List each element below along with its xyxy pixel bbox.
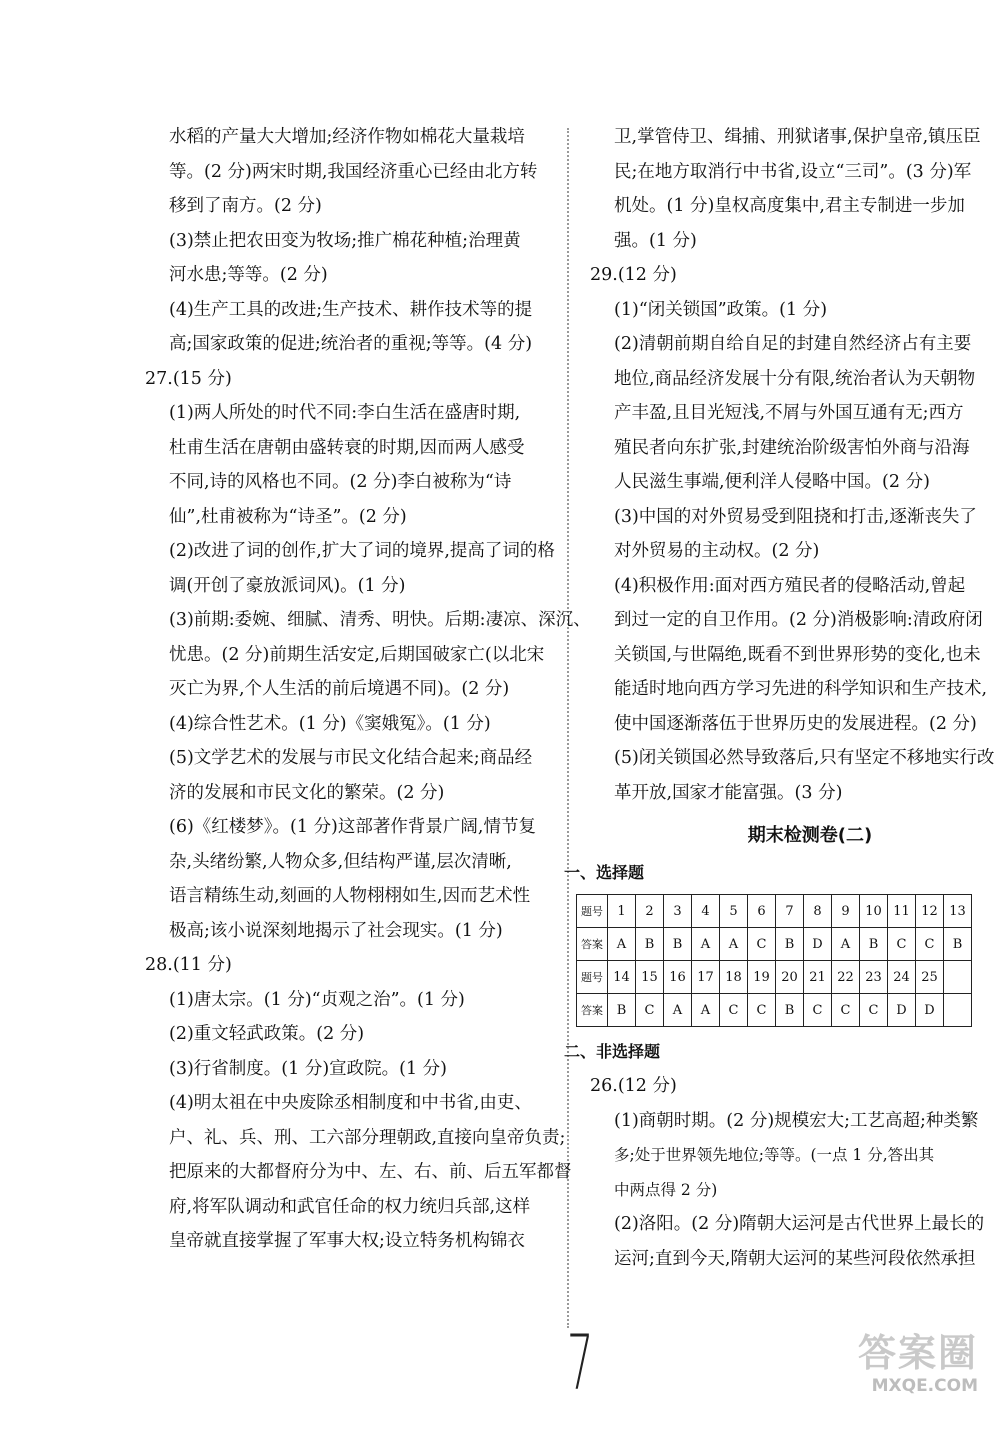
text-line: 地位,商品经济发展十分有限,统治者认为天朝物 — [614, 368, 976, 389]
answer-table-cell: C — [804, 994, 832, 1027]
text-line: (3)禁止把农田变为牧场;推广棉花种植;治理黄 — [169, 230, 521, 251]
text-line: 运河;直到今天,隋朝大运河的某些河段依然承担 — [614, 1248, 976, 1269]
text-line: (4)积极作用:面对西方殖民者的侵略活动,曾起 — [614, 575, 966, 596]
text-line: 河水患;等等。(2 分) — [169, 265, 328, 285]
answer-table-cell: C — [748, 994, 776, 1027]
text-line: (2)改进了词的创作,扩大了词的境界,提高了词的格 — [169, 541, 555, 561]
answer-table-cell: 20 — [776, 961, 804, 994]
answer-table-cell: C — [860, 994, 888, 1027]
text-line: (3)行省制度。(1 分)宣政院。(1 分) — [169, 1058, 447, 1079]
text-line: 多;处于世界领先地位;等等。(一点 1 分,答出其 — [614, 1146, 935, 1164]
text-line: 水稻的产量大大增加;经济作物如棉花大量栽培 — [169, 127, 525, 147]
answer-table-cell: 15 — [636, 961, 664, 994]
answer-table-cell: B — [944, 928, 972, 961]
answer-table — [576, 894, 972, 1027]
answer-table-cell: 2 — [636, 895, 664, 928]
text-line: 济的发展和市民文化的繁荣。(2 分) — [169, 782, 445, 803]
answer-table-cell: C — [720, 994, 748, 1027]
answer-table-cell: 14 — [608, 961, 636, 994]
text-line: 移到了南方。(2 分) — [169, 196, 322, 216]
text-line: 等。(2 分)两宋时期,我国经济重心已经由北方转 — [169, 161, 538, 182]
text-line: (5)文学艺术的发展与市民文化结合起来;商品经 — [169, 748, 533, 768]
answer-table-row-label: 答案 — [577, 994, 608, 1027]
text-line: 对外贸易的主动权。(2 分) — [614, 541, 820, 561]
answer-table-cell: 25 — [916, 961, 944, 994]
text-line: 户、礼、兵、刑、工六部分理朝政,直接向皇帝负责; — [169, 1127, 566, 1148]
text-line: 27.(15 分) — [145, 368, 232, 389]
answer-table-cell: 16 — [664, 961, 692, 994]
answer-table-row — [577, 928, 972, 961]
left-column — [145, 120, 591, 1259]
answer-table-cell: 19 — [748, 961, 776, 994]
text-line: 关锁国,与世隔绝,既看不到世界形势的变化,也未 — [614, 644, 981, 665]
answer-table-cell: 24 — [888, 961, 916, 994]
page-number: 7 — [566, 1318, 594, 1407]
text-line: 杂,头绪纷繁,人物众多,但结构严谨,层次清晰, — [169, 851, 512, 872]
answer-table-cell: 10 — [860, 895, 888, 928]
text-line: 产丰盈,且目光短浅,不屑与外国互通有无;西方 — [614, 403, 964, 423]
text-line: 杜甫生活在唐朝由盛转衰的时期,因而两人感受 — [169, 437, 525, 458]
text-line: 机处。(1 分)皇权高度集中,君主专制进一步加 — [614, 196, 965, 216]
answer-table-cell: 7 — [776, 895, 804, 928]
answer-table-cell: 17 — [692, 961, 720, 994]
watermark-logo: 答案圈 — [857, 1331, 978, 1375]
answer-table-cell — [944, 994, 972, 1027]
text-line: 人民滋生事端,便利洋人侵略中国。(2 分) — [614, 472, 930, 492]
text-line: (6)《红楼梦》。(1 分)这部著作背景广阔,情节复 — [169, 817, 536, 837]
answer-table-cell: D — [804, 928, 832, 961]
answer-table-cell: 9 — [832, 895, 860, 928]
answer-table-cell: A — [720, 928, 748, 961]
answer-table-cell: C — [888, 928, 916, 961]
answer-table-cell: B — [776, 994, 804, 1027]
text-line: 仙”,杜甫被称为“诗圣”。(2 分) — [169, 506, 407, 527]
answer-table-cell: C — [748, 928, 776, 961]
answer-table-row — [577, 994, 972, 1027]
answer-table-cell: 11 — [888, 895, 916, 928]
text-line: 语言精练生动,刻画的人物栩栩如生,因而艺术性 — [169, 886, 531, 906]
answer-table-cell: 18 — [720, 961, 748, 994]
answer-table-cell: C — [636, 994, 664, 1027]
right-column-answers — [590, 120, 1000, 810]
answer-table-cell: 3 — [664, 895, 692, 928]
answer-table-cell: 21 — [804, 961, 832, 994]
text-line: 到过一定的自卫作用。(2 分)消极影响:清政府闭 — [614, 610, 983, 630]
answer-table-cell: A — [608, 928, 636, 961]
text-line: 使中国逐渐落伍于世界历史的发展进程。(2 分) — [614, 713, 977, 734]
text-line: (4)生产工具的改进;生产技术、耕作技术等的提 — [169, 299, 533, 320]
text-line: (2)洛阳。(2 分)隋朝大运河是古代世界上最长的 — [614, 1214, 985, 1234]
answer-table-cell: A — [692, 994, 720, 1027]
text-line: (1)两人所处的时代不同:李白生活在盛唐时期, — [169, 403, 521, 423]
answer-table-cell: 8 — [804, 895, 832, 928]
answer-table-cell: B — [860, 928, 888, 961]
answer-table-cell: 22 — [832, 961, 860, 994]
answer-table-row — [577, 961, 972, 994]
text-line: 民;在地方取消行中书省,设立“三司”。(3 分)军 — [614, 161, 972, 182]
section-choice-title: 一、选择题 — [564, 863, 645, 882]
answer-table-row-label: 题号 — [577, 961, 608, 994]
right-column-nonchoice — [590, 1069, 1000, 1276]
text-line: 28.(11 分) — [145, 955, 232, 975]
text-line: (2)重文轻武政策。(2 分) — [169, 1024, 365, 1044]
text-line: 29.(12 分) — [590, 265, 677, 285]
text-line: 殖民者向东扩张,封建统治阶级害怕外商与沿海 — [614, 437, 970, 458]
answer-table-cell: C — [916, 928, 944, 961]
text-line: (4)综合性艺术。(1 分)《窦娥冤》。(1 分) — [169, 713, 491, 734]
answer-table-cell: 13 — [944, 895, 972, 928]
text-line: 灭亡为界,个人生活的前后境遇不同)。(2 分) — [169, 679, 510, 699]
answer-table-cell: C — [832, 994, 860, 1027]
answer-table-cell: D — [916, 994, 944, 1027]
right-column — [564, 120, 1000, 1276]
answer-table-row — [577, 895, 972, 928]
answer-table-row-label: 答案 — [577, 928, 608, 961]
answer-table-cell: 1 — [608, 895, 636, 928]
answer-table-cell: B — [608, 994, 636, 1027]
column-divider — [567, 128, 569, 1328]
answer-table-row-label: 题号 — [577, 895, 608, 928]
answer-table-cell: 12 — [916, 895, 944, 928]
answer-table-cell: 5 — [720, 895, 748, 928]
text-line: (2)清朝前期自给自足的封建自然经济占有主要 — [614, 334, 972, 354]
text-line: (1)“闭关锁国”政策。(1 分) — [614, 299, 828, 320]
answer-table-cell: A — [664, 994, 692, 1027]
watermark — [818, 1330, 978, 1410]
text-line: (3)中国的对外贸易受到阻挠和打击,逐渐丧失了 — [614, 506, 977, 527]
text-line: 高;国家政策的促进;统治者的重视;等等。(4 分) — [169, 334, 533, 354]
text-line: 皇帝就直接掌握了军事大权;设立特务机构锦衣 — [169, 1231, 525, 1251]
answer-table-cell: B — [776, 928, 804, 961]
watermark-url: MXQE.COM — [871, 1376, 978, 1396]
text-line: 能适时地向西方学习先进的科学知识和生产技术, — [614, 679, 988, 699]
text-line: (3)前期:委婉、细腻、清秀、明快。后期:凄凉、深沉、 — [169, 610, 591, 630]
answer-table-cell: 23 — [860, 961, 888, 994]
answer-table-cell: D — [888, 994, 916, 1027]
exam-title: 期末检测卷(二) — [747, 825, 873, 846]
text-line: 强。(1 分) — [614, 230, 697, 251]
text-line: 极高;该小说深刻地揭示了社会现实。(1 分) — [169, 920, 503, 941]
answer-table-cell — [944, 961, 972, 994]
text-line: 调(开创了豪放派词风)。(1 分) — [169, 575, 406, 596]
text-line: (1)商朝时期。(2 分)规模宏大;工艺高超;种类繁 — [614, 1110, 979, 1131]
text-line: 中两点得 2 分) — [614, 1180, 718, 1199]
answer-table-cell: B — [664, 928, 692, 961]
answer-table-cell: A — [832, 928, 860, 961]
text-line: 不同,诗的风格也不同。(2 分)李白被称为“诗 — [169, 472, 512, 492]
section-nonchoice-title: 二、非选择题 — [564, 1042, 661, 1061]
text-line: (4)明太祖在中央废除丞相制度和中书省,由吏、 — [169, 1093, 532, 1113]
text-line: 把原来的大都督府分为中、左、右、前、后五军都督 — [169, 1162, 572, 1182]
text-line: 革开放,国家才能富强。(3 分) — [614, 782, 843, 803]
answer-table-cell: 4 — [692, 895, 720, 928]
answer-table-cell: B — [636, 928, 664, 961]
text-line: (5)闭关锁国必然导致落后,只有坚定不移地实行改 — [614, 748, 995, 768]
text-line: 26.(12 分) — [590, 1076, 677, 1096]
answer-table-cell: 6 — [748, 895, 776, 928]
text-line: 忧患。(2 分)前期生活安定,后期国破家亡(以北宋 — [169, 644, 545, 665]
text-line: 卫,掌管侍卫、缉捕、刑狱诸事,保护皇帝,镇压臣 — [614, 127, 981, 147]
answer-table-cell: A — [692, 928, 720, 961]
text-line: (1)唐太宗。(1 分)“贞观之治”。(1 分) — [169, 989, 465, 1010]
text-line: 府,将军队调动和武官任命的权力统归兵部,这样 — [169, 1196, 531, 1217]
